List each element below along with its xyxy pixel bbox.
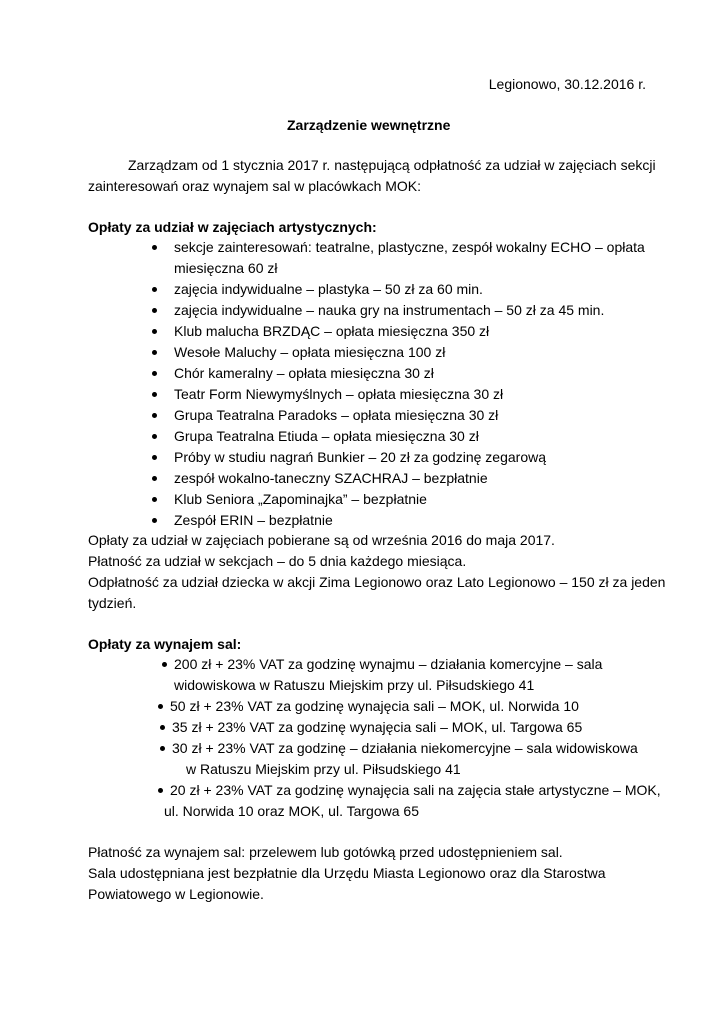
note-payment-deadline: Płatność za udział w sekcjach – do 5 dnia każdego miesiąca. — [88, 553, 467, 569]
footer-line-3: Powiatowego w Legionowie. — [88, 886, 264, 902]
bullet-icon — [152, 308, 157, 313]
list-item-text: Grupa Teatralna Paradoks – opłata miesięczna 30 zł — [174, 407, 499, 423]
bullet-icon — [152, 371, 157, 376]
list-item-text: Wesołe Maluchy – opłata miesięczna 100 zł — [174, 344, 446, 360]
bullet-icon — [152, 245, 157, 250]
list-item-text: 200 zł + 23% VAT za godzinę wynajmu – działania komercyjne – sala — [174, 656, 603, 672]
list-item-text: zespół wokalno-taneczny SZACHRAJ – bezpłatnie — [174, 470, 488, 486]
bullet-icon — [152, 413, 157, 418]
list-item-text: miesięczna 60 zł — [174, 260, 278, 276]
document-title: Zarządzenie wewnętrzne — [287, 117, 451, 133]
bullet-icon — [152, 518, 157, 523]
list-item-text: Próby w studiu nagrań Bunkier – 20 zł za godzinę zegarową — [174, 449, 546, 465]
list-item-text: Teatr Form Niewymyślnych – opłata miesięczna 30 zł — [174, 386, 504, 402]
note-holiday-line-2: tydzień. — [88, 595, 137, 611]
list-item-text: Klub Seniora „Zapominajka” – bezpłatnie — [174, 491, 427, 507]
list-item-text: Klub malucha BRZDĄC – opłata miesięczna 350 zł — [174, 323, 490, 339]
bullet-icon — [160, 725, 165, 730]
list-item-text: sekcje zainteresowań: teatralne, plastyczne, zespół wokalny ECHO – opłata — [174, 239, 645, 255]
list-item-text: ul. Norwida 10 oraz MOK, ul. Targowa 65 — [164, 803, 419, 819]
list-item-text: Chór kameralny – opłata miesięczna 30 zł — [174, 365, 434, 381]
bullet-icon — [152, 476, 157, 481]
footer-line-1: Płatność za wynajem sal: przelewem lub gotówką przed udostępnieniem sal. — [88, 844, 563, 860]
bullet-icon — [160, 746, 165, 751]
list-item-text: 20 zł + 23% VAT za godzinę wynajęcia sali na zajęcia stałe artystyczne – MOK, — [170, 782, 661, 798]
list-item-text: w Ratuszu Miejskim przy ul. Piłsudskiego 41 — [186, 761, 461, 777]
note-period: Opłaty za udział w zajęciach pobierane są od września 2016 do maja 2017. — [88, 532, 555, 548]
place-date: Legionowo, 30.12.2016 r. — [488, 76, 646, 92]
bullet-icon — [152, 392, 157, 397]
section-heading-rental: Opłaty za wynajem sal: — [88, 636, 242, 652]
intro-line-2: zainteresowań oraz wynajem sal w placówkach MOK: — [88, 178, 422, 194]
bullet-icon — [162, 662, 167, 667]
intro-line-1: Zarządzam od 1 stycznia 2017 r. następującą odpłatność za udział w zajęciach sekcji — [128, 157, 656, 173]
bullet-icon — [152, 455, 157, 460]
bullet-icon — [158, 788, 163, 793]
list-item-text: widowiskowa w Ratuszu Miejskim przy ul. Piłsudskiego 41 — [174, 677, 535, 693]
list-item-text: zajęcia indywidualne – nauka gry na instrumentach – 50 zł za 45 min. — [174, 302, 605, 318]
list-item-text: zajęcia indywidualne – plastyka – 50 zł za 60 min. — [174, 281, 483, 297]
section-heading-classes: Opłaty za udział w zajęciach artystycznych: — [88, 219, 377, 235]
bullet-icon — [158, 704, 163, 709]
bullet-icon — [152, 497, 157, 502]
list-item-text: Zespół ERIN – bezpłatnie — [174, 512, 333, 528]
list-item-text: Grupa Teatralna Etiuda – opłata miesięczna 30 zł — [174, 428, 479, 444]
list-item-text: 30 zł + 23% VAT za godzinę – działania niekomercyjne – sala widowiskowa — [172, 740, 638, 756]
footer-line-2: Sala udostępniana jest bezpłatnie dla Urzędu Miasta Legionowo oraz dla Starostwa — [88, 865, 606, 881]
bullet-icon — [152, 434, 157, 439]
bullet-icon — [152, 329, 157, 334]
bullet-icon — [152, 287, 157, 292]
list-item-text: 35 zł + 23% VAT za godzinę wynajęcia sali – MOK, ul. Targowa 65 — [172, 719, 583, 735]
bullet-icon — [152, 350, 157, 355]
list-item-text: 50 zł + 23% VAT za godzinę wynajęcia sali – MOK, ul. Norwida 10 — [170, 698, 579, 714]
note-holiday-line-1: Odpłatność za udział dziecka w akcji Zima Legionowo oraz Lato Legionowo – 150 zł za jeden — [88, 574, 666, 590]
